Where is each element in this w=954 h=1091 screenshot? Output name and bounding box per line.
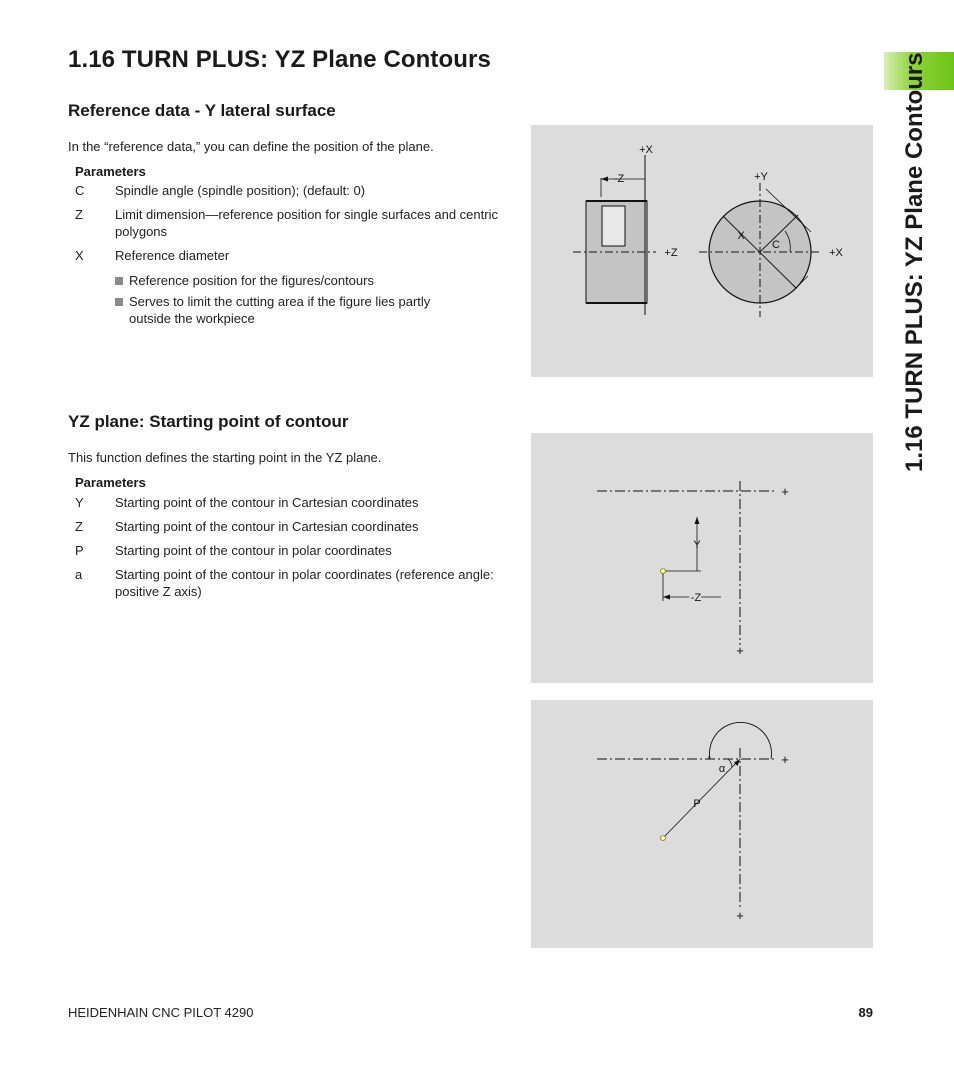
figure-reference-data bbox=[531, 125, 873, 377]
param-key: X bbox=[75, 248, 84, 263]
param-desc: Spindle angle (spindle position); (default: 0) bbox=[115, 183, 366, 198]
section2-params-label: Parameters bbox=[75, 475, 146, 490]
param-key: P bbox=[75, 543, 84, 558]
section-heading-yz-start: YZ plane: Starting point of contour bbox=[68, 412, 349, 431]
start-point-marker bbox=[661, 836, 666, 841]
figure-cartesian-start bbox=[531, 433, 873, 683]
section1-intro: In the “reference data,” you can define the position of the plane. bbox=[68, 139, 434, 154]
bullet-text: Reference position for the figures/contours bbox=[129, 273, 374, 288]
param-desc: Limit dimension—reference position for single surfaces and centric polygons bbox=[115, 207, 498, 239]
label-plus-vertical: + bbox=[736, 643, 744, 658]
label-minus-z: -Z bbox=[690, 592, 702, 604]
label-plus-vertical: + bbox=[736, 908, 744, 923]
label-p: P bbox=[693, 798, 701, 810]
label-plus-y: +Y bbox=[754, 171, 768, 183]
page-title: 1.16 TURN PLUS: YZ Plane Contours bbox=[68, 46, 491, 73]
param-key: Y bbox=[75, 495, 84, 510]
param-desc: Starting point of the contour in Cartesian coordinates bbox=[115, 495, 419, 510]
section1-params-label: Parameters bbox=[75, 164, 146, 179]
footer-page-number: 89 bbox=[858, 1005, 873, 1020]
param-key: a bbox=[75, 567, 83, 582]
label-x: X bbox=[737, 230, 745, 242]
section-heading-reference-data: Reference data - Y lateral surface bbox=[68, 101, 336, 120]
footer-manual-name: HEIDENHAIN CNC PILOT 4290 bbox=[68, 1005, 254, 1020]
start-point-marker bbox=[661, 569, 666, 574]
label-alpha: α bbox=[718, 763, 726, 775]
bullet-square-icon bbox=[115, 277, 123, 285]
bullet-square-icon bbox=[115, 298, 123, 306]
label-plus-x-top: +X bbox=[639, 144, 653, 156]
param-desc: Starting point of the contour in Cartesian coordinates bbox=[115, 519, 419, 534]
figure-polar-start bbox=[531, 700, 873, 948]
param-desc: Starting point of the contour in polar coordinates (reference angle: positive Z axis) bbox=[115, 567, 494, 599]
label-c: C bbox=[772, 239, 780, 251]
label-plus-horizontal: + bbox=[781, 484, 789, 499]
label-plus-z: +Z bbox=[664, 247, 678, 259]
label-plus-x-right: +X bbox=[829, 247, 843, 259]
side-tab-title: 1.16 TURN PLUS: YZ Plane Contours bbox=[901, 52, 928, 472]
param-key: Z bbox=[75, 519, 83, 534]
param-desc: Starting point of the contour in polar coordinates bbox=[115, 543, 392, 558]
label-y: Y bbox=[693, 539, 701, 551]
label-plus-horizontal: + bbox=[781, 752, 789, 767]
bullet-text: Serves to limit the cutting area if the figure lies partly outside the workpiece bbox=[129, 294, 431, 326]
param-desc: Reference diameter bbox=[115, 248, 230, 263]
param-key: C bbox=[75, 183, 85, 198]
param-key: Z bbox=[75, 207, 83, 222]
section2-intro: This function defines the starting point in the YZ plane. bbox=[68, 450, 382, 465]
label-minus-z: -Z bbox=[613, 173, 625, 185]
